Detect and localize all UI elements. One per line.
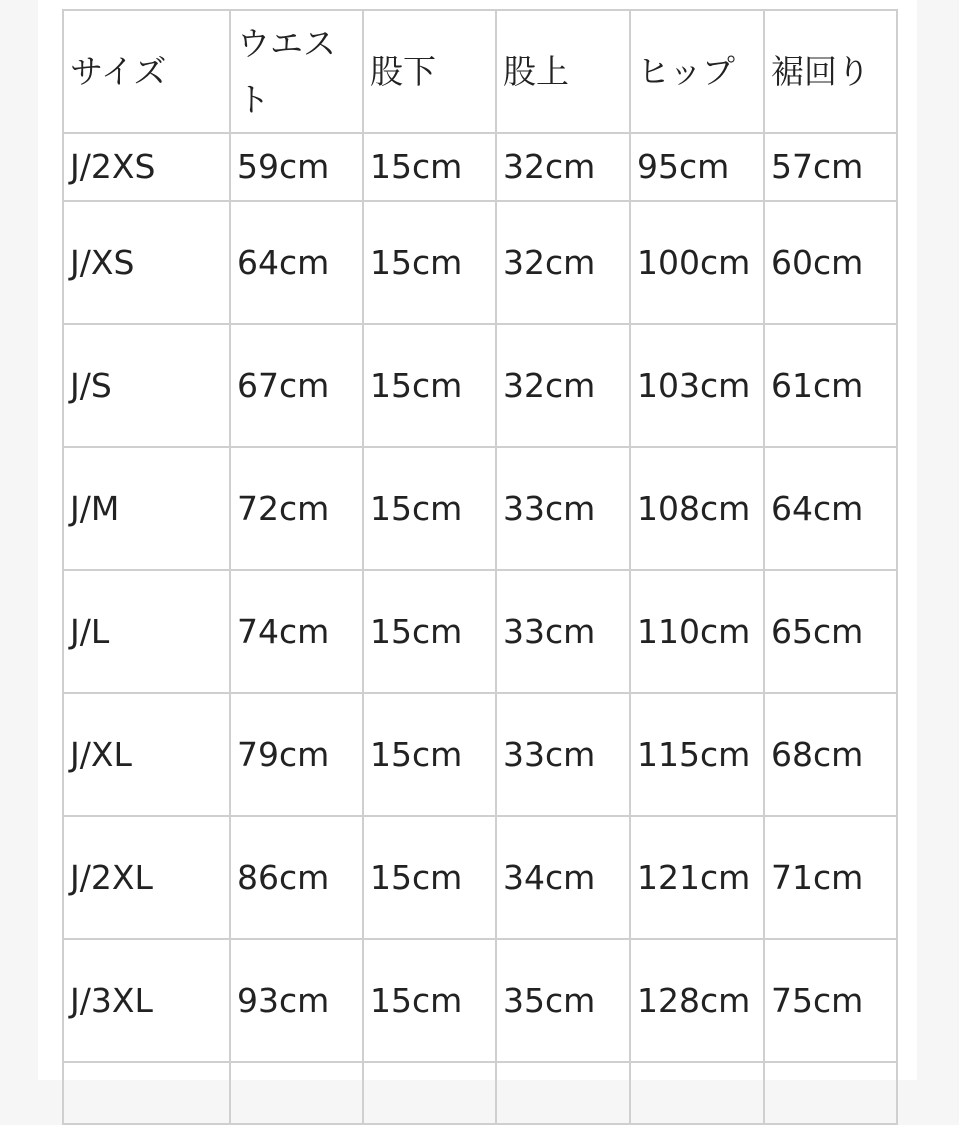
- cell-size: J/3XL: [63, 939, 230, 1062]
- cell-rise: 33cm: [496, 570, 630, 693]
- cell-hip: 100cm: [630, 201, 764, 324]
- cell-inseam: 15cm: [363, 133, 496, 201]
- cell-size: J/M: [63, 447, 230, 570]
- table-row: [63, 570, 897, 693]
- header-waist: ウエスト: [230, 10, 363, 133]
- cell-hem: 57cm: [764, 133, 897, 201]
- table-row: [63, 693, 897, 816]
- table-header-row: [63, 10, 897, 133]
- cell-size: J/XL: [63, 693, 230, 816]
- table-row-cut-off: [63, 1062, 897, 1124]
- cell-waist: 64cm: [230, 201, 363, 324]
- cell-inseam: 15cm: [363, 570, 496, 693]
- cell-empty: [363, 1062, 496, 1124]
- cell-hem: 68cm: [764, 693, 897, 816]
- cell-size: J/XS: [63, 201, 230, 324]
- cell-waist: 79cm: [230, 693, 363, 816]
- cell-rise: 34cm: [496, 816, 630, 939]
- cell-waist: 74cm: [230, 570, 363, 693]
- table-row: [63, 447, 897, 570]
- cell-hem: 61cm: [764, 324, 897, 447]
- cell-empty: [764, 1062, 897, 1124]
- cell-inseam: 15cm: [363, 324, 496, 447]
- cell-hem: 64cm: [764, 447, 897, 570]
- header-hem: 裾回り: [764, 10, 897, 133]
- cell-waist: 67cm: [230, 324, 363, 447]
- cell-size: J/2XS: [63, 133, 230, 201]
- cell-waist: 72cm: [230, 447, 363, 570]
- cell-hip: 128cm: [630, 939, 764, 1062]
- table-row: [63, 324, 897, 447]
- cell-hip: 108cm: [630, 447, 764, 570]
- cell-hem: 60cm: [764, 201, 897, 324]
- cell-rise: 32cm: [496, 201, 630, 324]
- header-rise: 股上: [496, 10, 630, 133]
- header-size: サイズ: [63, 10, 230, 133]
- cell-hip: 95cm: [630, 133, 764, 201]
- cell-inseam: 15cm: [363, 201, 496, 324]
- cell-hip: 103cm: [630, 324, 764, 447]
- cell-hip: 110cm: [630, 570, 764, 693]
- table-row: [63, 816, 897, 939]
- cell-empty: [63, 1062, 230, 1124]
- cell-rise: 32cm: [496, 324, 630, 447]
- cell-inseam: 15cm: [363, 939, 496, 1062]
- table-row: [63, 201, 897, 324]
- cell-inseam: 15cm: [363, 693, 496, 816]
- cell-hem: 75cm: [764, 939, 897, 1062]
- cell-size: J/L: [63, 570, 230, 693]
- cell-hem: 65cm: [764, 570, 897, 693]
- table-row: [63, 133, 897, 201]
- cell-rise: 33cm: [496, 693, 630, 816]
- cell-size: J/S: [63, 324, 230, 447]
- header-inseam: 股下: [363, 10, 496, 133]
- size-chart-table: [62, 9, 898, 1125]
- cell-empty: [496, 1062, 630, 1124]
- cell-rise: 35cm: [496, 939, 630, 1062]
- cell-hip: 115cm: [630, 693, 764, 816]
- cell-waist: 93cm: [230, 939, 363, 1062]
- cell-rise: 32cm: [496, 133, 630, 201]
- cell-size: J/2XL: [63, 816, 230, 939]
- cell-inseam: 15cm: [363, 816, 496, 939]
- cell-waist: 86cm: [230, 816, 363, 939]
- cell-empty: [230, 1062, 363, 1124]
- cell-inseam: 15cm: [363, 447, 496, 570]
- cell-hip: 121cm: [630, 816, 764, 939]
- cell-hem: 71cm: [764, 816, 897, 939]
- header-hip: ヒップ: [630, 10, 764, 133]
- cell-empty: [630, 1062, 764, 1124]
- cell-rise: 33cm: [496, 447, 630, 570]
- cell-waist: 59cm: [230, 133, 363, 201]
- table-row: [63, 939, 897, 1062]
